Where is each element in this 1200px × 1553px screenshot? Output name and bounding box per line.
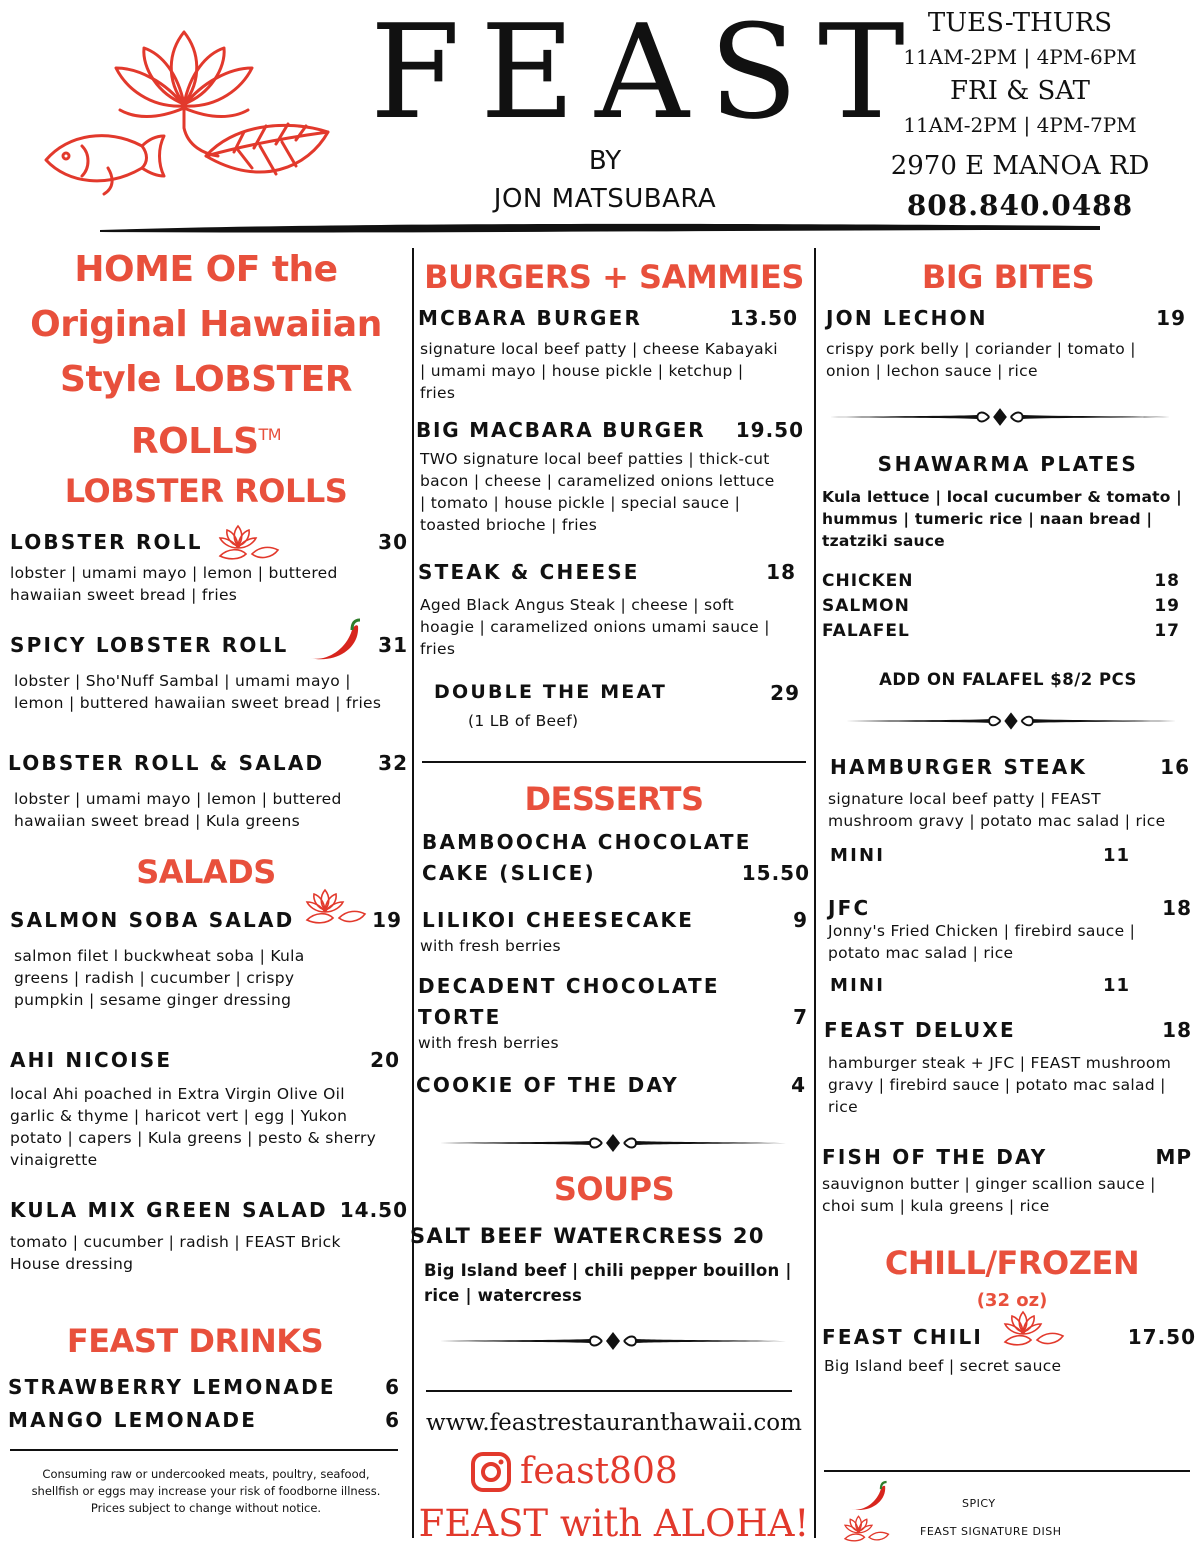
item-desc: Big Island beef | chili pepper bouillon | rice | watercress xyxy=(424,1261,792,1305)
brush-divider xyxy=(100,218,1100,236)
item-price: 17.50 xyxy=(1127,1325,1196,1349)
item-name: SALT BEEF WATERCRESS 20 xyxy=(410,1224,765,1248)
hours-times-2: 11AM-2PM | 4PM-7PM xyxy=(903,113,1137,137)
section-chill-frozen: CHILL/FROZEN xyxy=(884,1244,1140,1282)
chill-size: (32 oz) xyxy=(976,1290,1048,1311)
item-name: LOBSTER ROLL xyxy=(10,530,203,554)
item-desc: Jonny's Fried Chicken | firebird sauce | potato mac salad | rice xyxy=(828,922,1136,962)
item-name-line2: CAKE (SLICE) xyxy=(422,861,596,885)
item-name: COOKIE OF THE DAY xyxy=(416,1073,679,1097)
item-desc: with fresh berries xyxy=(420,937,561,955)
item-name: DECADENT CHOCOLATE xyxy=(418,974,720,998)
item-name: LOBSTER ROLL & SALAD xyxy=(8,751,325,775)
item-price: 4 xyxy=(791,1073,806,1097)
item-price: 19 xyxy=(372,908,402,932)
item-price: 19 xyxy=(1156,306,1186,330)
column-divider-2 xyxy=(814,248,816,1538)
item-desc: TWO signature local beef patties | thick-cut bacon | cheese | caramelized onions lettuce | tomato | house pickle | special sauce | toasted brioche | fries xyxy=(420,450,775,534)
website-link[interactable]: www.feastrestauranthawaii.com xyxy=(426,1410,802,1436)
item-desc: with fresh berries xyxy=(418,1034,559,1052)
disclaimer: Consuming raw or undercooked meats, poultry, seafood, shellfish or eggs may increase your risk of foodborne illness. Prices subject to change without notice. xyxy=(31,1467,381,1515)
item-price: 11 xyxy=(1102,845,1130,866)
brand-by: BY xyxy=(588,146,622,176)
legend-signature: FEAST SIGNATURE DISH xyxy=(920,1525,1062,1538)
item-name: SALMON SOBA SALAD xyxy=(10,908,295,932)
list-item: FALAFEL 17 xyxy=(822,621,1180,641)
item-desc: sauvignon butter | ginger scallion sauce | choi sum | kula greens | rice xyxy=(822,1175,1156,1215)
item-name: MANGO LEMONADE xyxy=(8,1408,258,1432)
item-name: STRAWBERRY LEMONADE xyxy=(8,1375,336,1399)
item-name: HAMBURGER STEAK xyxy=(830,755,1088,779)
section-feast-drinks: FEAST DRINKS xyxy=(66,1322,324,1360)
item-desc: salmon filet l buckwheat soba | Kula greens | radish | cucumber | crispy pumpkin | sesame ginger dressing xyxy=(14,947,305,1009)
home-of-banner: HOME OF the Original Hawaiian Style LOBSTER ROLLS™ xyxy=(30,249,382,462)
hours-times-1: 11AM-2PM | 4PM-6PM xyxy=(903,45,1137,69)
section-desserts: DESSERTS xyxy=(524,780,704,818)
item-note: (1 LB of Beef) xyxy=(468,712,579,730)
list-item: SALMON 19 xyxy=(822,596,1180,616)
brand-chef: JON MATSUBARA xyxy=(493,184,717,214)
item-name: JON LECHON xyxy=(826,306,988,330)
item-price: MP xyxy=(1155,1145,1192,1169)
item-name: AHI NICOISE xyxy=(10,1048,173,1072)
item-desc: Kula lettuce | local cucumber & tomato | hummus | tumeric rice | naan bread | tzatziki sauce xyxy=(822,488,1183,550)
item-name: FEAST DELUXE xyxy=(824,1018,1016,1042)
ornament-divider xyxy=(440,1330,786,1352)
divider-line xyxy=(824,1470,1190,1472)
list-item: CHICKEN 18 xyxy=(822,571,1180,591)
item-name: DOUBLE THE MEAT xyxy=(434,681,668,703)
item-price: 14.50 xyxy=(339,1198,408,1222)
item-desc: tomato | cucumber | radish | FEAST Brick House dressing xyxy=(10,1233,341,1273)
item-name: FISH OF THE DAY xyxy=(822,1145,1048,1169)
item-name-line2: TORTE xyxy=(418,1005,502,1029)
item-desc: Big Island beef | secret sauce xyxy=(824,1357,1062,1375)
divider-line xyxy=(422,761,806,763)
lotus-icon xyxy=(842,1514,890,1544)
trademark: TM xyxy=(258,425,282,444)
divider-line xyxy=(426,1390,792,1392)
item-price: 7 xyxy=(793,1005,808,1029)
item-price: 6 xyxy=(385,1408,400,1432)
item-name: STEAK & CHEESE xyxy=(418,560,640,584)
item-price: 18 xyxy=(1162,1018,1192,1042)
shawarma-list xyxy=(822,569,1180,644)
instagram-handle[interactable]: feast808 xyxy=(520,1451,678,1492)
item-price: 18 xyxy=(1162,896,1192,920)
item-desc: signature local beef patty | cheese Kabayaki | umami mayo | house pickle | ketchup | fries xyxy=(420,340,778,402)
section-burgers-sammies: BURGERS + SAMMIES xyxy=(424,258,804,296)
item-desc: lobster | umami mayo | lemon | buttered hawaiian sweet bread | Kula greens xyxy=(14,790,342,830)
item-price: 18 xyxy=(766,560,796,584)
divider-line xyxy=(10,1449,398,1451)
lotus-fish-leaf-logo xyxy=(38,28,330,196)
item-name: KULA MIX GREEN SALAD xyxy=(10,1198,328,1222)
item-desc: lobster | Sho'Nuff Sambal | umami mayo | lemon | buttered hawaiian sweet bread | fries xyxy=(14,672,382,712)
legend-spicy: SPICY xyxy=(962,1497,996,1510)
ornament-divider xyxy=(830,406,1170,428)
item-desc: hamburger steak + JFC | FEAST mushroom gravy | firebird sauce | potato mac salad | rice xyxy=(828,1054,1172,1116)
hours-block xyxy=(870,6,1170,226)
section-soups: SOUPS xyxy=(553,1170,675,1208)
item-price: 32 xyxy=(378,751,408,775)
item-desc: signature local beef patty | FEAST mushroom gravy | potato mac salad | rice xyxy=(828,790,1166,830)
item-desc: crispy pork belly | coriander | tomato | onion | lechon sauce | rice xyxy=(826,340,1136,380)
item-name: BAMBOOCHA CHOCOLATE xyxy=(422,830,752,854)
addon-note: ADD ON FALAFEL $8/2 PCS xyxy=(879,670,1137,689)
item-price: 29 xyxy=(770,681,800,705)
lotus-icon xyxy=(1000,1310,1066,1348)
item-price: 11 xyxy=(1102,975,1130,996)
item-desc: lobster | umami mayo | lemon | buttered hawaiian sweet bread | fries xyxy=(10,564,338,604)
item-price: 13.50 xyxy=(729,306,798,330)
ornament-divider xyxy=(846,710,1176,732)
item-name: MINI xyxy=(830,975,886,996)
section-big-bites: BIG BITES xyxy=(921,258,1095,296)
chili-pepper-icon xyxy=(848,1480,888,1514)
column-divider-1 xyxy=(412,248,414,1538)
item-price: 6 xyxy=(385,1375,400,1399)
phone: 808.840.0488 xyxy=(906,189,1134,222)
item-price: 30 xyxy=(378,530,408,554)
item-price: 16 xyxy=(1160,755,1190,779)
item-desc: Aged Black Angus Steak | cheese | soft hoagie | caramelized onions umami sauce | fries xyxy=(420,596,770,658)
item-price: 9 xyxy=(793,908,808,932)
item-price: 20 xyxy=(370,1048,400,1072)
item-name: MINI xyxy=(830,845,886,866)
item-name: MCBARA BURGER xyxy=(418,306,643,330)
instagram-icon xyxy=(470,1451,512,1493)
item-name: FEAST CHILI xyxy=(822,1325,984,1349)
item-name: SPICY LOBSTER ROLL xyxy=(10,633,289,657)
tagline: FEAST with ALOHA! xyxy=(418,1502,810,1545)
item-price: 15.50 xyxy=(741,861,810,885)
ornament-divider xyxy=(440,1132,786,1154)
item-desc: local Ahi poached in Extra Virgin Olive Oil garlic & thyme | haricot vert | egg | Yukon potato | capers | Kula greens | pesto & sherry vinaigrette xyxy=(10,1085,377,1169)
item-name: JFC xyxy=(828,896,871,920)
hours-days-2: FRI & SAT xyxy=(949,76,1091,106)
item-price: 19.50 xyxy=(735,418,804,442)
section-salads: SALADS xyxy=(136,853,276,891)
item-name: LILIKOI CHEESECAKE xyxy=(422,908,695,932)
item-name: BIG MACBARA BURGER xyxy=(416,418,706,442)
address: 2970 E MANOA RD xyxy=(890,151,1150,181)
brand-title: FEAST xyxy=(370,0,925,148)
item-price: 31 xyxy=(378,633,408,657)
lotus-icon xyxy=(216,524,280,562)
hours-days-1: TUES-THURS xyxy=(927,8,1113,38)
section-shawarma-plates: SHAWARMA PLATES xyxy=(877,452,1139,476)
section-lobster-rolls: LOBSTER ROLLS xyxy=(64,472,348,510)
